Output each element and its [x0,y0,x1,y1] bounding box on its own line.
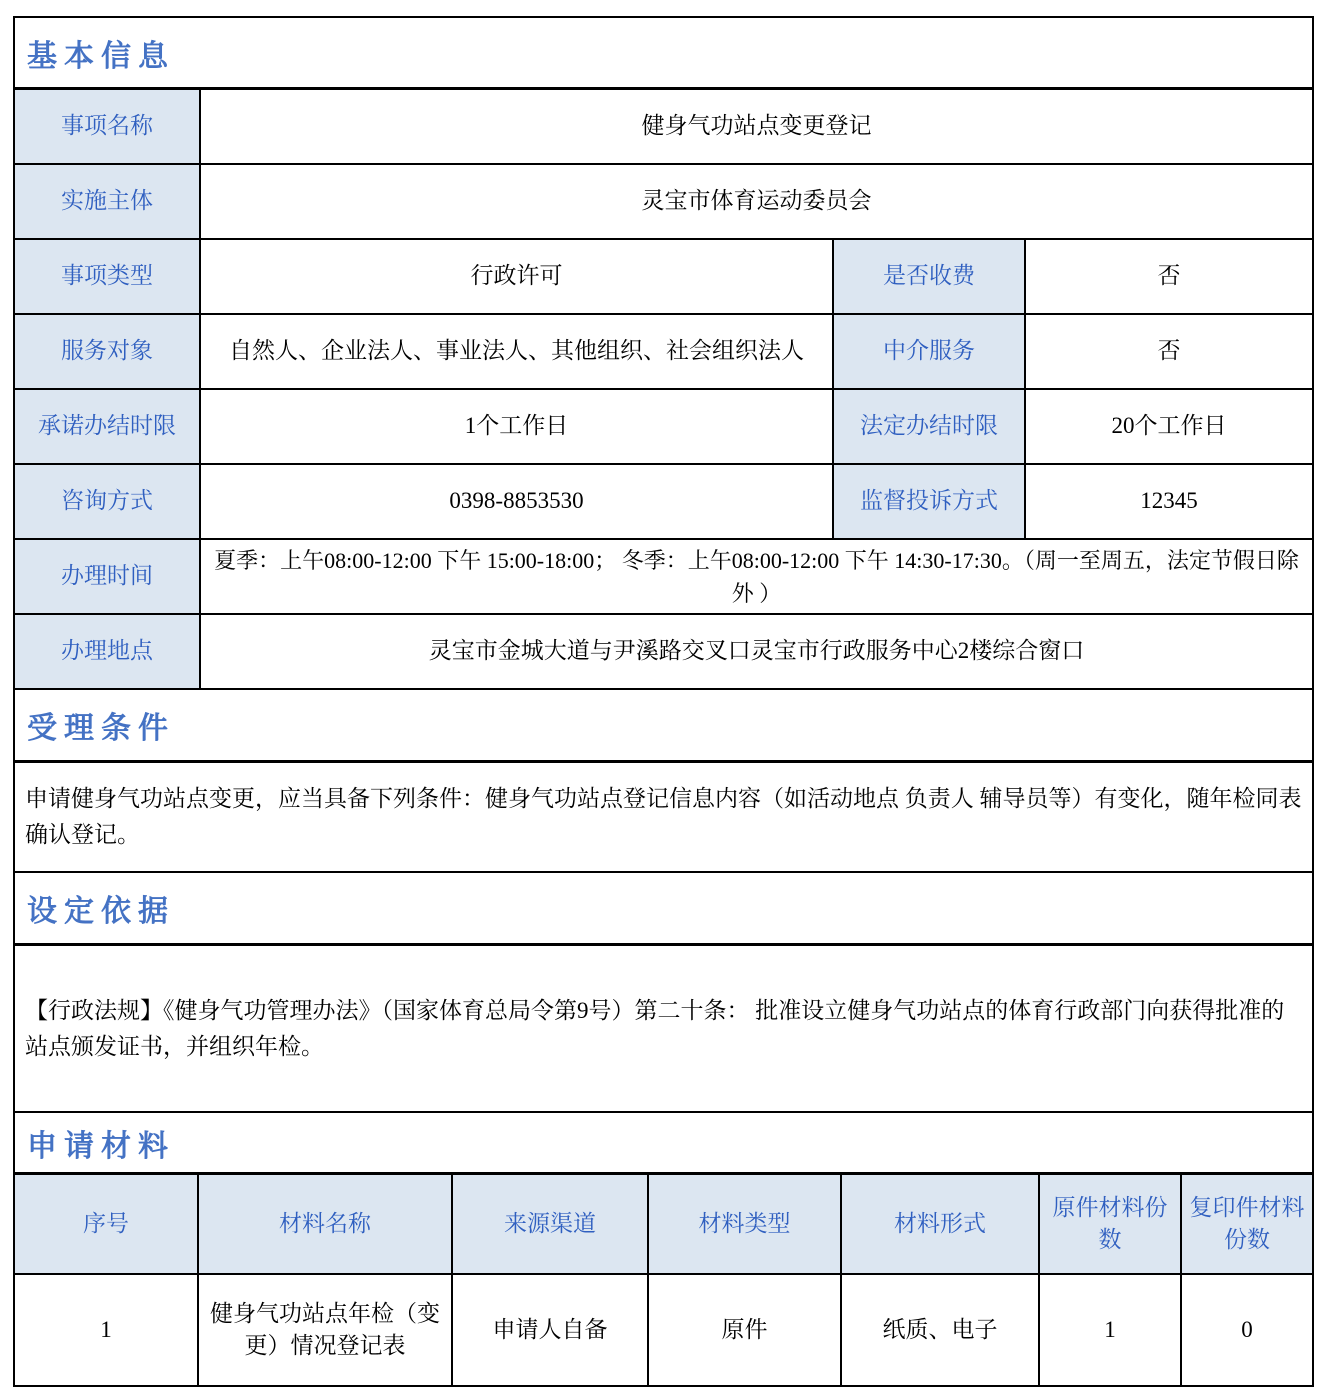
setting-basis-text: 【行政法规】《健身气功管理办法》（国家体育总局令第9号）第二十条： 批准设立健身气功站点的体育行政部门向获得批准的站点颁发证书，并组织年检。 [25,997,1285,1059]
materials-header-copy-count: 复印件材料份数 [1182,1175,1312,1275]
office-hours-label: 办理时间 [15,540,201,615]
material-row-original-count: 1 [1040,1275,1182,1385]
acceptance-conditions-text: 申请健身气功站点变更，应当具备下列条件：健身气功站点登记信息内容（如活动地点 负责人 辅导员等）有变化，随年检同表确认登记。 [25,786,1302,847]
section-title-basic-info [15,18,1312,90]
materials-header-seq: 序号 [15,1175,199,1275]
intermediary-value: 否 [1026,315,1312,390]
materials-header-type: 材料类型 [649,1175,842,1275]
promised-deadline-value: 1个工作日 [201,390,834,465]
item-name-value: 健身气功站点变更登记 [201,90,1312,165]
materials-header-form: 材料形式 [842,1175,1040,1275]
materials-header-name: 材料名称 [199,1175,453,1275]
item-type-label: 事项类型 [15,240,201,315]
section-title-application-materials [15,1113,1312,1175]
basic-info-table [15,90,1312,690]
intermediary-label: 中介服务 [834,315,1026,390]
material-row-type: 原件 [649,1275,842,1385]
acceptance-conditions-title-text: 受理条件 [27,712,175,745]
consultation-value: 0398-8853530 [201,465,834,540]
complaint-value: 12345 [1026,465,1312,540]
material-row-form: 纸质、电子 [842,1275,1040,1385]
service-target-value: 自然人、企业法人、事业法人、其他组织、社会组织法人 [201,315,834,390]
materials-header-source: 来源渠道 [453,1175,649,1275]
section-title-setting-basis [15,873,1312,946]
application-materials-table [15,1175,1312,1385]
setting-basis-content [15,946,1312,1113]
complaint-label: 监督投诉方式 [834,465,1026,540]
legal-deadline-value: 20个工作日 [1026,390,1312,465]
implementer-label: 实施主体 [15,165,201,240]
office-location-value: 灵宝市金城大道与尹溪路交叉口灵宝市行政服务中心2楼综合窗口 [201,615,1312,690]
application-materials-title-text: 申请材料 [27,1129,175,1163]
service-target-label: 服务对象 [15,315,201,390]
material-row-copy-count: 0 [1241,1316,1253,1342]
consultation-label: 咨询方式 [15,465,201,540]
item-name-label: 事项名称 [15,90,201,165]
materials-header-original-count: 原件材料份数 [1040,1175,1182,1275]
legal-deadline-label: 法定办结时限 [834,390,1026,465]
material-row-seq: 1 [15,1275,199,1385]
material-row-source: 申请人自备 [453,1275,649,1385]
office-hours-value: 夏季：上午08:00-12:00 下午 15:00-18:00； 冬季：上午08:00-12:00 下午 14:30-17:30。（周一至周五，法定节假日除外 ） [201,540,1312,615]
section-title-acceptance-conditions [15,690,1312,763]
acceptance-conditions-content [15,763,1312,873]
office-location-label: 办理地点 [15,615,201,690]
service-item-document [13,16,1314,1387]
setting-basis-title-text: 设定依据 [27,895,175,928]
basic-info-title-text: 基本信息 [27,39,175,73]
material-row-name: 健身气功站点年检（变更）情况登记表 [199,1275,453,1385]
promised-deadline-label: 承诺办结时限 [15,390,201,465]
implementer-value: 灵宝市体育运动委员会 [201,165,1312,240]
item-type-value: 行政许可 [201,240,834,315]
charge-label: 是否收费 [834,240,1026,315]
charge-value: 否 [1026,240,1312,315]
